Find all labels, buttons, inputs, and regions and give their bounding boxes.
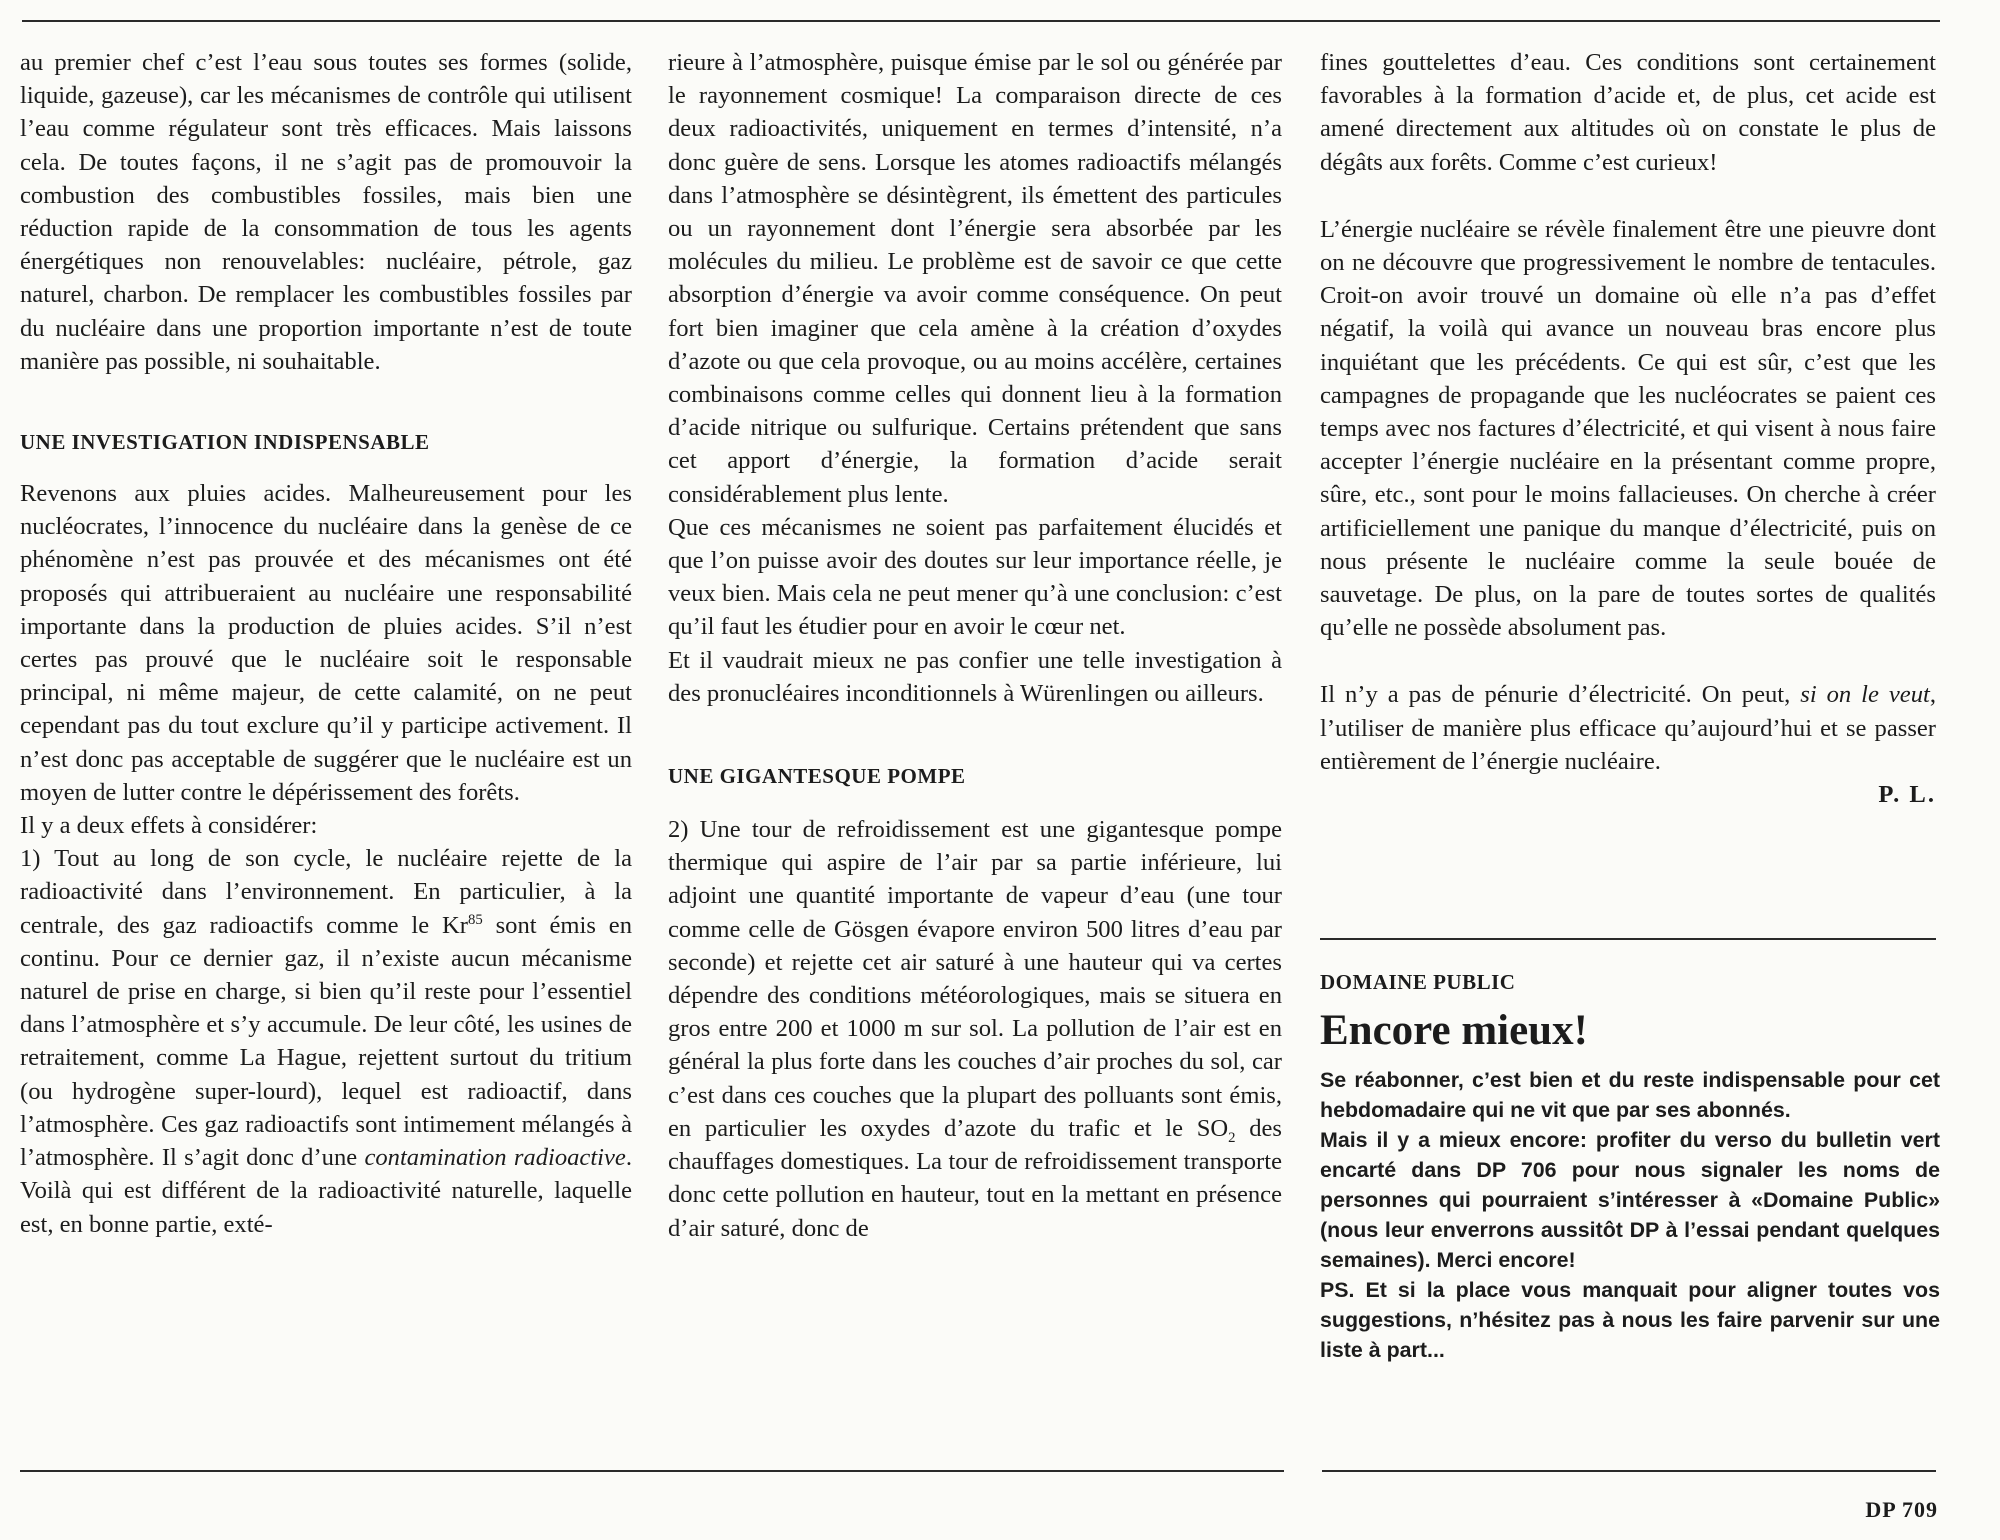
box-paragraph-1: Se réabonner, c’est bien et du reste indispensable pour cet hebdomadaire qui ne vit que par ses abonnés.: [1320, 1068, 1940, 1122]
col1-paragraph-2: Revenons aux pluies acides. Malheureusement pour les nucléocrates, l’innocence du nucléaire dans la genèse de ce phénomène n’est pas prouvée et des mécanismes ont été proposés qui attribueraient au nucléaire une responsabilité importante dans la production de pluies acides. S’il n’est certes pas prouvé que le nucléaire soit le responsable principal, ni même majeur, de cette calamité, on ne peut cependant pas du tout exclure qu’il y participe activement. Il n’est donc pas acceptable de suggérer que le nucléaire est un moyen de lutter contre le dépérissement des forêts.: [20, 480, 632, 806]
column-1: [20, 46, 632, 1241]
column-2: [668, 46, 1282, 1245]
bottom-rule-left: [20, 1470, 1284, 1472]
col3-paragraph-2: L’énergie nucléaire se révèle finalement être une pieuvre dont on ne découvre que progressivement le nombre de tentacules. Croit-on avoir trouvé un domaine où elle n’a pas d’effet négatif, la voilà qui avance un nouveau bras encore plus inquiétant que les précédents. Ce qui est sûr, c’est que les campagnes de propagande que les nucléocrates se paient ces temps avec nos factures d’électricité, et qui visent à nous faire accepter l’énergie nucléaire en la présentant comme propre, sûre, etc., sont pour le moins fallacieuses. On cherche à créer artificiellement une panique du manque d’électricité, puis on nous présente le nucléaire comme la seule bouée de sauvetage. De plus, on la pare de toutes sortes de qualités qu’elle ne possède absolument pas.: [1320, 215, 1936, 642]
col2-paragraph-1: rieure à l’atmosphère, puisque émise par le sol ou générée par le rayonnement cosmique! La comparaison directe de ces deux radioactivités, uniquement en termes d’intensité, n’a donc guère de sens. Lorsque les atomes radioactifs mélangés dans l’atmosphère se désintègrent, ils émettent des particules ou un rayonnement dont l’énergie sera absorbée par les molécules du milieu. Le problème est de savoir ce que cette absorption d’énergie va avoir comme conséquence. On peut fort bien imaginer que cela amène à la création d’oxydes d’azote ou que cela provoque, ou au moins accélère, certaines combinaisons comme celles qui donnent lieu à la formation d’acide nitrique ou sulfurique. Certains prétendent que sans cet apport d’énergie, la formation d’acide serait considérablement plus lente.: [668, 49, 1282, 508]
emphasis-si-on-le-veut: si on le veut: [1800, 681, 1930, 709]
col1-paragraph-3: Il y a deux effets à considérer:: [20, 812, 318, 840]
box-top-rule: [1320, 938, 1936, 940]
bottom-rule-right: [1322, 1470, 1936, 1472]
col3-paragraph-3: Il n’y a pas de pénurie d’électricité. On peut, si on le veut, l’utiliser de manière plus efficace qu’aujourd’hui et se passer entièrement de l’énergie nucléaire.: [1320, 681, 1937, 775]
col2-paragraph-4: 2) Une tour de refroidissement est une gigantesque pompe thermique qui aspire de l’air par sa partie inférieure, lui adjoint une quantité importante de vapeur d’eau (une tour comme celle de Gösgen évapore environ 500 litres d’eau par seconde) et rejette cet air saturé à une hauteur qui va certes dépendre des conditions météorologiques, mais se situera en gros entre 200 et 1000 m sur sol. La pollution de l’air est en général la plus forte dans les couches d’air proches du sol, car c’est dans ces couches que la plupart des polluants sont émis, en particulier les oxydes d’azote du trafic et le $SO_2$ des chauffages domestiques. La tour de refroidissement transporte donc cette pollution en hauteur, tout en la mettant en présence d’air saturé, donc de: [668, 816, 1282, 1242]
section-heading-pompe: UNE GIGANTESQUE POMPE: [668, 764, 966, 789]
col3-paragraph-1: fines gouttelettes d’eau. Ces conditions sont certainement favorables à la formation d’acide et, de plus, cet acide est amené directement aux altitudes où on constate le plus de dégâts aux forêts. Comme c’est curieux!: [1320, 49, 1936, 176]
box-paragraph-2: Mais il y a mieux encore: profiter du verso du bulletin vert encarté dans DP 706 pour nous signaler les noms de personnes qui pourraient s’intéresser à «Domaine Public» (nous leur enverrons aussitôt DP à l’essai pendant quelques semaines). Merci encore!: [1320, 1128, 1940, 1272]
box-paragraph-3: PS. Et si la place vous manquait pour aligner toutes vos suggestions, n’hésitez pas à nous les faire parvenir sur une liste à part...: [1320, 1278, 1940, 1362]
top-rule: [22, 20, 1940, 22]
isotope-superscript: 85: [467, 911, 483, 928]
col2-paragraph-2: Que ces mécanismes ne soient pas parfaitement élucidés et que l’on puisse avoir des doutes sur leur importance réelle, je veux bien. Mais cela ne peut mener qu’à une conclusion: c’est qu’il faut les étudier pour en avoir le cœur net.: [668, 513, 1282, 641]
column-3: [1320, 46, 1936, 811]
so2-subscript: 2: [1228, 1129, 1236, 1146]
col2-paragraph-3: Et il vaudrait mieux ne pas confier une telle investigation à des pronucléaires inconditionnels à Würenlingen ou ailleurs.: [668, 646, 1282, 707]
col1-paragraph-1: au premier chef c’est l’eau sous toutes ses formes (solide, liquide, gazeuse), car les mécanismes de contrôle qui utilisent l’eau comme régulateur sont très efficaces. Mais laissons cela. De toutes façons, il ne s’agit pas de promouvoir la combustion des combustibles fossiles, mais bien une réduction rapide de la consommation de tous les agents énergétiques non renouvelables: nucléaire, pétrole, gaz naturel, charbon. De remplacer les combustibles fossiles par du nucléaire dans une proportion importante n’est de toute manière pas possible, ni souhaitable.: [20, 49, 632, 375]
box-kicker: DOMAINE PUBLIC: [1320, 970, 1516, 994]
author-signature: P. L.: [1878, 781, 1936, 809]
box-title: Encore mieux!: [1320, 1007, 1588, 1054]
section-heading-investigation: UNE INVESTIGATION INDISPENSABLE: [20, 430, 430, 455]
page-number: DP 709: [1865, 1497, 1938, 1522]
emphasis-contamination: contamination radioactive: [364, 1144, 626, 1172]
domaine-public-box: [1320, 966, 1940, 1365]
signature-row: [1320, 778, 1936, 811]
col1-paragraph-4: 1) Tout au long de son cycle, le nucléaire rejette de la radioactivité dans l’environnement. En particulier, à la centrale, des gaz radioactifs comme le Kr$^{85}$ sont émis en continu. Pour ce dernier gaz, il n’existe aucun mécanisme naturel de prise en charge, si bien qu’il reste pour l’essentiel dans l’atmosphère et s’y accumule. De leur côté, les usines de retraitement, comme La Hague, rejettent surtout du tritium (ou hydrogène super-lourd), lequel est radioactif, dans l’atmosphère. Ces gaz radioactifs sont intimement mélangés à l’atmosphère. Il s’agit donc d’une contamination radioactive. Voilà qui est différent de la radioactivité naturelle, laquelle est, en bonne partie, exté-: [20, 845, 633, 1238]
